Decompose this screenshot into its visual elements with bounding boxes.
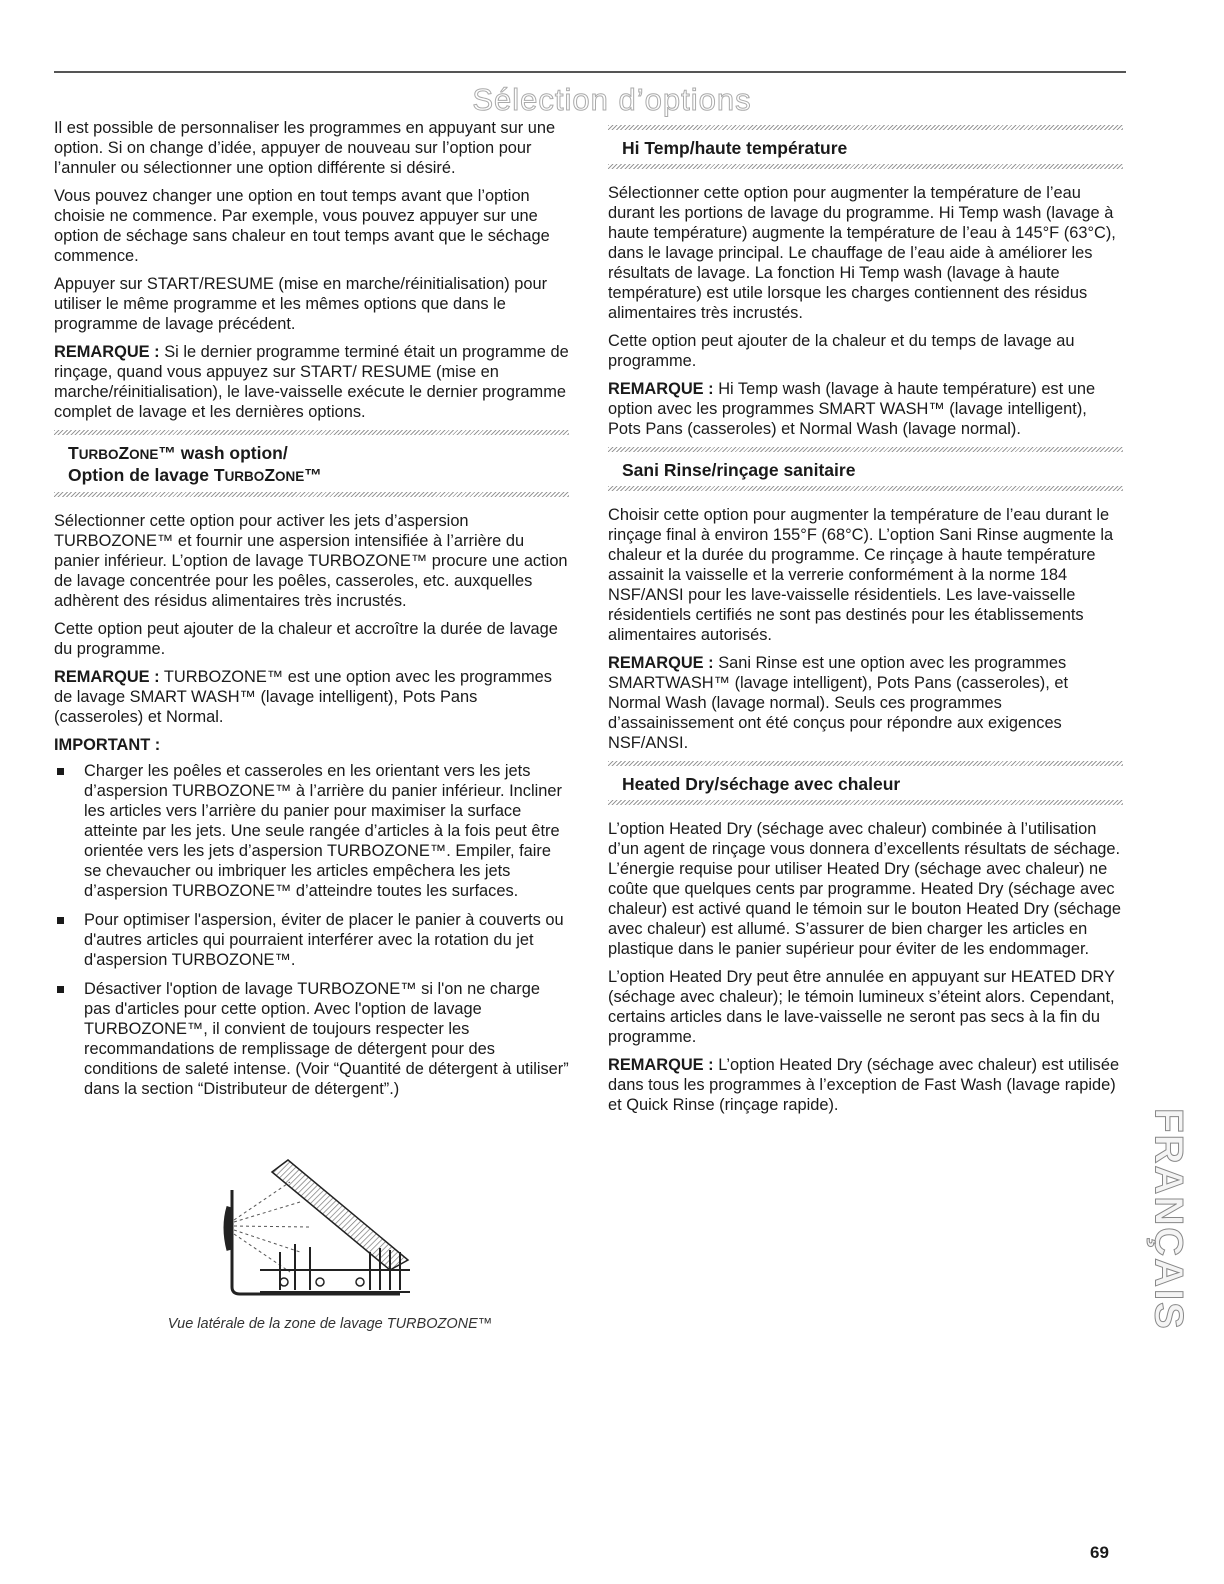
square-bullet-icon bbox=[57, 917, 64, 924]
turbozone-paragraph: Sélectionner cette option pour activer les jets d’aspersion TURBOZONE™ et fournir une aspersion intensifiée à l’arrière du panier inférieur. L’option de lavage TURBOZONE™ procure une action de lavage concentrée pour les poêles, casseroles, etc. auxquelles adhèrent des résidus alimentaires très incrustés. bbox=[54, 512, 568, 610]
left-column bbox=[54, 118, 569, 1108]
heated-paragraph: L’option Heated Dry (séchage avec chaleur) combinée à l’utilisation d’un agent de rinçage vous donnera d’excellents résultats de séchage. L’énergie requise pour utiliser Heated Dry (séchage avec chaleur) ne coûte que quelques cents par programme. Heated Dry (séchage avec chaleur) est activé quand le témoin sur le bouton Heated Dry (séchage avec chaleur) est allumé. S’assurer de bien charger les articles en plastique dans le panier supérieur pour éviter de les endommager. bbox=[608, 820, 1121, 958]
hitemp-heading-block bbox=[608, 125, 1123, 169]
intro-paragraph: Appuyer sur START/RESUME (mise en marche/réinitialisation) pour utiliser le même programme et les mêmes options que dans le programme de lavage précédent. bbox=[54, 275, 548, 333]
note-text: Hi Temp wash (lavage à haute température) est une option avec les programmes SMART WASH™ (lavage intelligent), Pots Pans (casseroles) et Normal Wash (lavage normal). bbox=[608, 380, 1096, 438]
note-text: Sani Rinse est une option avec les programmes SMARTWASH™ (lavage intelligent), Pots Pans (casseroles), et Normal Wash (lavage normal). Seuls ces programmes d’assainissement ont été conçus pour répondre aux exigences NSF/ANSI. bbox=[608, 654, 1069, 752]
sani-heading-block bbox=[608, 447, 1123, 491]
note-text: Si le dernier programme terminé était un programme de rinçage, quand vous appuyez sur START/ RESUME (mise en marche/réinitialisation), le lave-vaisselle exécute le dernier programme complet de lavage et les dernières options. bbox=[54, 343, 569, 421]
hitemp-paragraph: Sélectionner cette option pour augmenter la température de l’eau durant les portions de lavage du programme. Hi Temp wash (lavage à haute température) augmente la température de l’eau à 145°F (63°C), dans le lavage principal. Le chauffage de l’eau aide à améliorer les résultats de lavage. La fonction Hi Temp wash (lavage à haute température) est utile lorsque les charges contiennent des résidus alimentaires très incrustés. bbox=[608, 184, 1116, 322]
turbozone-heading-line-2: Option de lavage TURBOZONE™ bbox=[68, 465, 322, 485]
turbozone-note bbox=[54, 667, 569, 727]
list-item: Pour optimiser l'aspersion, éviter de placer le panier à couverts ou d'autres articles qui pourraient interférer avec la rotation du jet d'aspersion TURBOZONE™. bbox=[54, 910, 569, 970]
intro-note bbox=[54, 342, 569, 422]
hatch-divider bbox=[608, 486, 1123, 491]
right-column bbox=[608, 118, 1123, 1123]
note-label: REMARQUE : bbox=[54, 343, 160, 361]
turbozone-figure bbox=[140, 1152, 520, 1342]
note-label: REMARQUE : bbox=[608, 654, 714, 672]
page-title: Sélection d’options bbox=[472, 82, 752, 117]
heated-paragraph: L’option Heated Dry peut être annulée en appuyant sur HEATED DRY (séchage avec chaleur); le témoin lumineux s’éteint alors. Cependant, certains articles dans le lave-vaisselle ne seront pas secs à la fin du programme. bbox=[608, 968, 1115, 1046]
hatch-divider bbox=[608, 800, 1123, 805]
language-side-tab bbox=[1146, 1085, 1191, 1345]
list-item: Désactiver l'option de lavage TURBOZONE™ si l'on ne charge pas d'articles pour cette option. Avec l'option de lavage TURBOZONE™, il convient de toujours respecter les recommandations de remplissage de détergent pour des conditions de saleté intense. (Voir “Quantité de détergent à utiliser” dans la section “Distributeur de détergent”.) bbox=[54, 979, 569, 1099]
important-label: IMPORTANT : bbox=[54, 736, 161, 754]
turbozone-heading-block bbox=[54, 430, 569, 497]
square-bullet-icon bbox=[57, 768, 64, 775]
heated-heading: Heated Dry/séchage avec chaleur bbox=[622, 774, 901, 794]
important-list bbox=[54, 761, 569, 1099]
turbozone-paragraph: Cette option peut ajouter de la chaleur et accroître la durée de lavage du programme. bbox=[54, 620, 558, 658]
note-label: REMARQUE : bbox=[54, 668, 160, 686]
top-rule bbox=[54, 71, 1126, 73]
heated-heading-block bbox=[608, 761, 1123, 805]
figure-caption: Vue latérale de la zone de lavage TURBOZONE™ bbox=[167, 1316, 493, 1332]
intro-paragraph: Il est possible de personnaliser les programmes en appuyant sur une option. Si on change d’idée, appuyer de nouveau sur l’option pour l’annuler ou sélectionner une option différente si désiré. bbox=[54, 119, 556, 177]
hatch-divider bbox=[608, 164, 1123, 169]
sani-heading: Sani Rinse/rinçage sanitaire bbox=[622, 460, 856, 480]
intro-paragraph: Vous pouvez changer une option en tout temps avant que l’option choisie ne commence. Par exemple, vous pouvez appuyer sur une option de séchage sans chaleur en tout temps avant que le séchage commence. bbox=[54, 187, 550, 265]
sani-note bbox=[608, 653, 1123, 753]
note-text: TURBOZONE™ est une option avec les programmes de lavage SMART WASH™ (lavage intelligent), Pots Pans (casseroles) et Normal. bbox=[54, 668, 552, 726]
page-number: 69 bbox=[1090, 1543, 1109, 1562]
note-text: L’option Heated Dry (séchage avec chaleur) est utilisée dans tous les programmes à l’exception de Fast Wash (lavage rapide) et Quick Rinse (rinçage rapide). bbox=[608, 1056, 1120, 1114]
sani-paragraph: Choisir cette option pour augmenter la température de l’eau durant le rinçage final à environ 155°F (68°C). L’option Sani Rinse augmente la chaleur et la durée du programme. Ce rinçage à haute température assainit la vaisselle et la verrerie conformément à la norme 184 NSF/ANSI pour les lave-vaisselle résidentiels. Les lave-vaisselle résidentiels certifiés ne sont pas destinés pour les établissements alimentaires autorisés. bbox=[608, 506, 1114, 644]
turbozone-heading bbox=[54, 435, 569, 492]
hitemp-heading: Hi Temp/haute température bbox=[622, 138, 848, 158]
note-label: REMARQUE : bbox=[608, 380, 714, 398]
hitemp-note bbox=[608, 379, 1123, 439]
hatch-divider bbox=[54, 492, 569, 497]
note-label: REMARQUE : bbox=[608, 1056, 714, 1074]
square-bullet-icon bbox=[57, 986, 64, 993]
heated-note bbox=[608, 1055, 1123, 1115]
language-side-label: FRANÇAIS bbox=[1146, 1108, 1191, 1331]
turbozone-heading-line-1: TURBOZONE™ wash option/ bbox=[68, 443, 288, 463]
hitemp-paragraph: Cette option peut ajouter de la chaleur et du temps de lavage au programme. bbox=[608, 332, 1075, 370]
turbozone-side-view-illustration bbox=[220, 1152, 440, 1302]
list-item: Charger les poêles et casseroles en les orientant vers les jets d’aspersion TURBOZONE™ à l’arrière du panier inférieur. Incliner les articles vers l’arrière du panier pour maximiser la surface atteinte par les jets. Une seule rangée d’articles à la fois peut être orientée vers les jets d’aspersion TURBOZONE™. Empiler, faire se chevaucher ou imbriquer les articles empêchera les jets d’aspersion TURBOZONE™ d’atteindre toutes les surfaces. bbox=[54, 761, 569, 901]
